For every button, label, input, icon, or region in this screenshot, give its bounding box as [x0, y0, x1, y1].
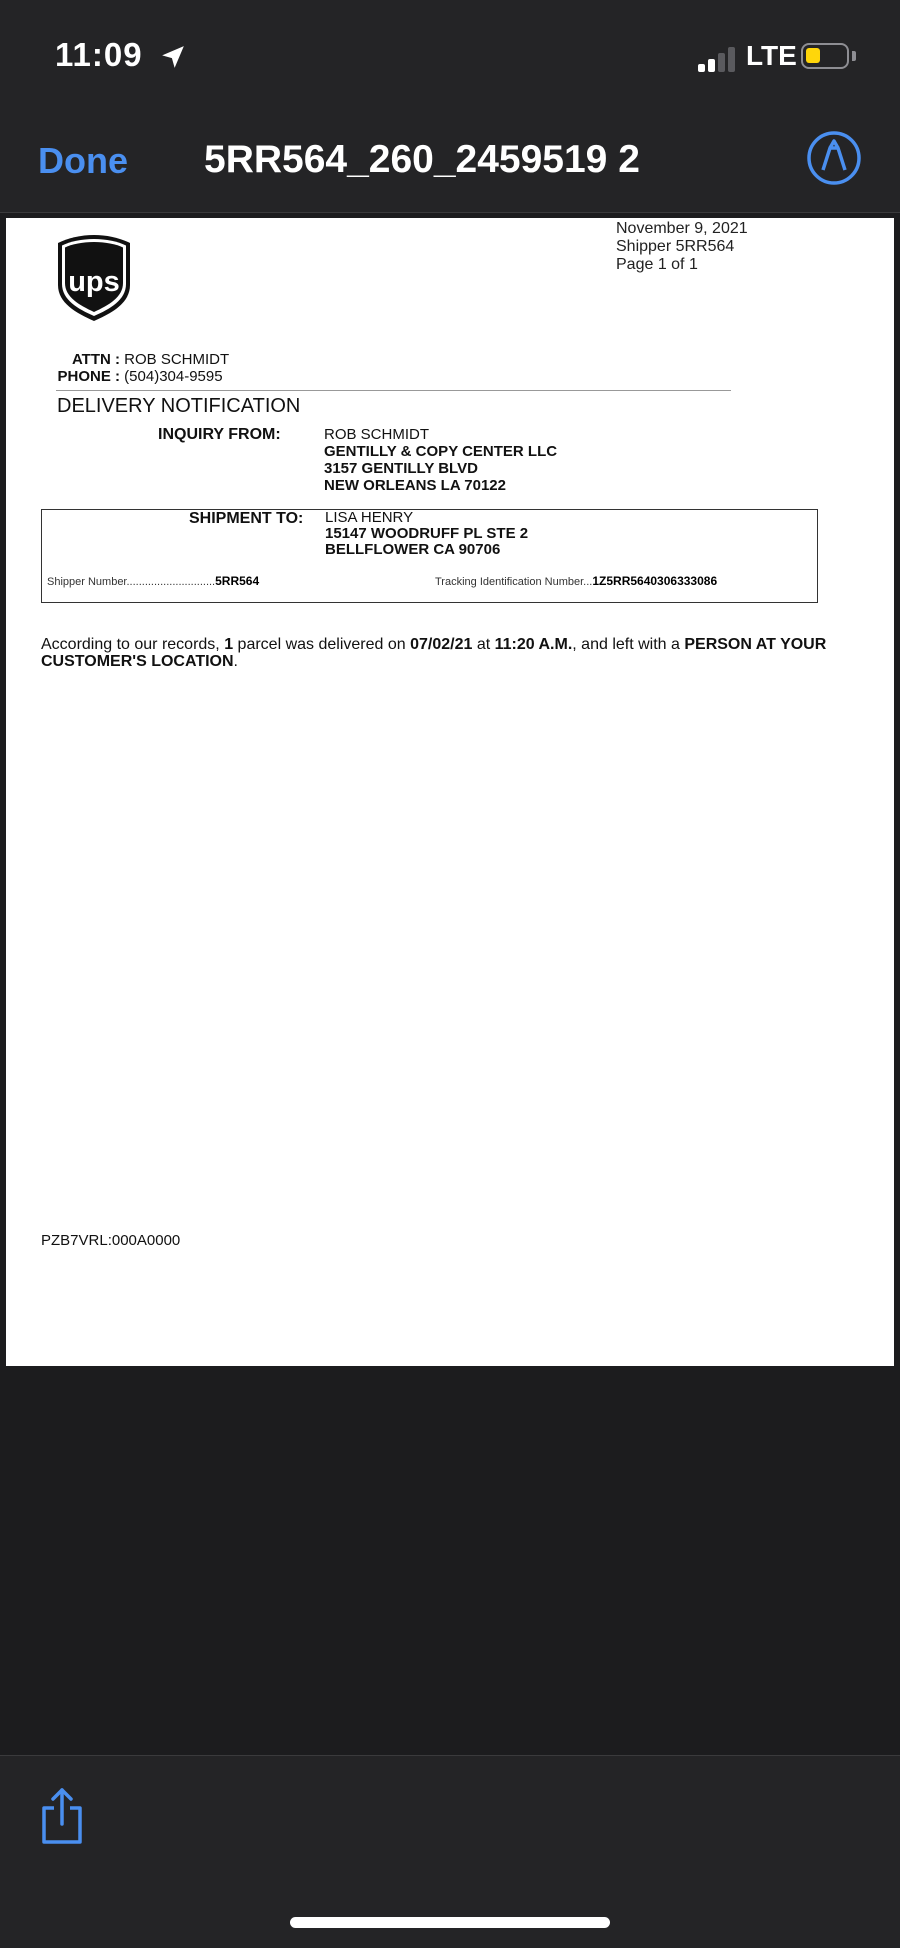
delivery-record-text: According to our records, 1 parcel was delivered on 07/02/21 at 11:20 A.M., and left with a PERSON AT YOUR CUSTOMER'S LOCATION.: [41, 636, 827, 670]
divider: [56, 390, 731, 391]
network-type: LTE: [746, 40, 797, 71]
phone-label: PHONE :: [57, 368, 120, 385]
page-count: Page 1 of 1: [616, 256, 698, 273]
attn-label: ATTN :: [71, 351, 120, 368]
address-line: NEW ORLEANS LA 70122: [324, 477, 506, 494]
address-line: 15147 WOODRUFF PL STE 2: [325, 525, 529, 542]
shipment-box: [41, 509, 818, 603]
ups-logo: [56, 233, 132, 323]
document-date: November 9, 2021: [616, 220, 748, 237]
tracking-number: [435, 574, 717, 588]
attn-block: [56, 351, 229, 385]
nav-bar: [0, 110, 900, 213]
address-line: ROB SCHMIDT: [324, 426, 429, 443]
document-title: 5RR564_260_2459519 2: [204, 138, 640, 181]
shipment-address: [325, 510, 528, 558]
status-time: 11:09: [55, 36, 143, 73]
shipper-ref: Shipper 5RR564: [616, 238, 735, 255]
footer-code: PZB7VRL:000A0000: [41, 1232, 181, 1249]
svg-text:ups: ups: [68, 266, 120, 298]
battery-tip: [852, 51, 856, 61]
tracking-label: Tracking Identification Number...: [435, 576, 593, 588]
tracking-value: 1Z5RR5640306333086: [592, 574, 718, 588]
phone-value: (504)304-9595: [124, 368, 223, 385]
status-bar: [0, 0, 900, 110]
shipper-number-value: 5RR564: [215, 574, 260, 588]
location-arrow-icon: [160, 44, 186, 70]
home-indicator[interactable]: [290, 1917, 610, 1928]
markup-pen-icon[interactable]: [806, 130, 862, 186]
address-line: 3157 GENTILLY BLVD: [324, 460, 478, 477]
shipper-number-label: Shipper Number.............................: [47, 576, 216, 588]
done-button[interactable]: Done: [38, 140, 128, 181]
notification-title: DELIVERY NOTIFICATION: [57, 395, 301, 417]
document-page: [6, 218, 894, 1366]
attn-value: ROB SCHMIDT: [124, 351, 230, 368]
inquiry-address: [324, 426, 557, 494]
document-header-info: [616, 220, 748, 274]
address-line: BELLFLOWER CA 90706: [325, 541, 501, 558]
battery-icon: [801, 43, 849, 69]
share-icon[interactable]: [38, 1786, 86, 1846]
cellular-signal-icon: [698, 44, 738, 72]
address-line: LISA HENRY: [325, 509, 414, 526]
inquiry-label: INQUIRY FROM:: [158, 426, 281, 443]
shipment-label: SHIPMENT TO:: [189, 510, 304, 527]
shipper-number: [47, 574, 259, 588]
address-line: GENTILLY & COPY CENTER LLC: [324, 443, 558, 460]
